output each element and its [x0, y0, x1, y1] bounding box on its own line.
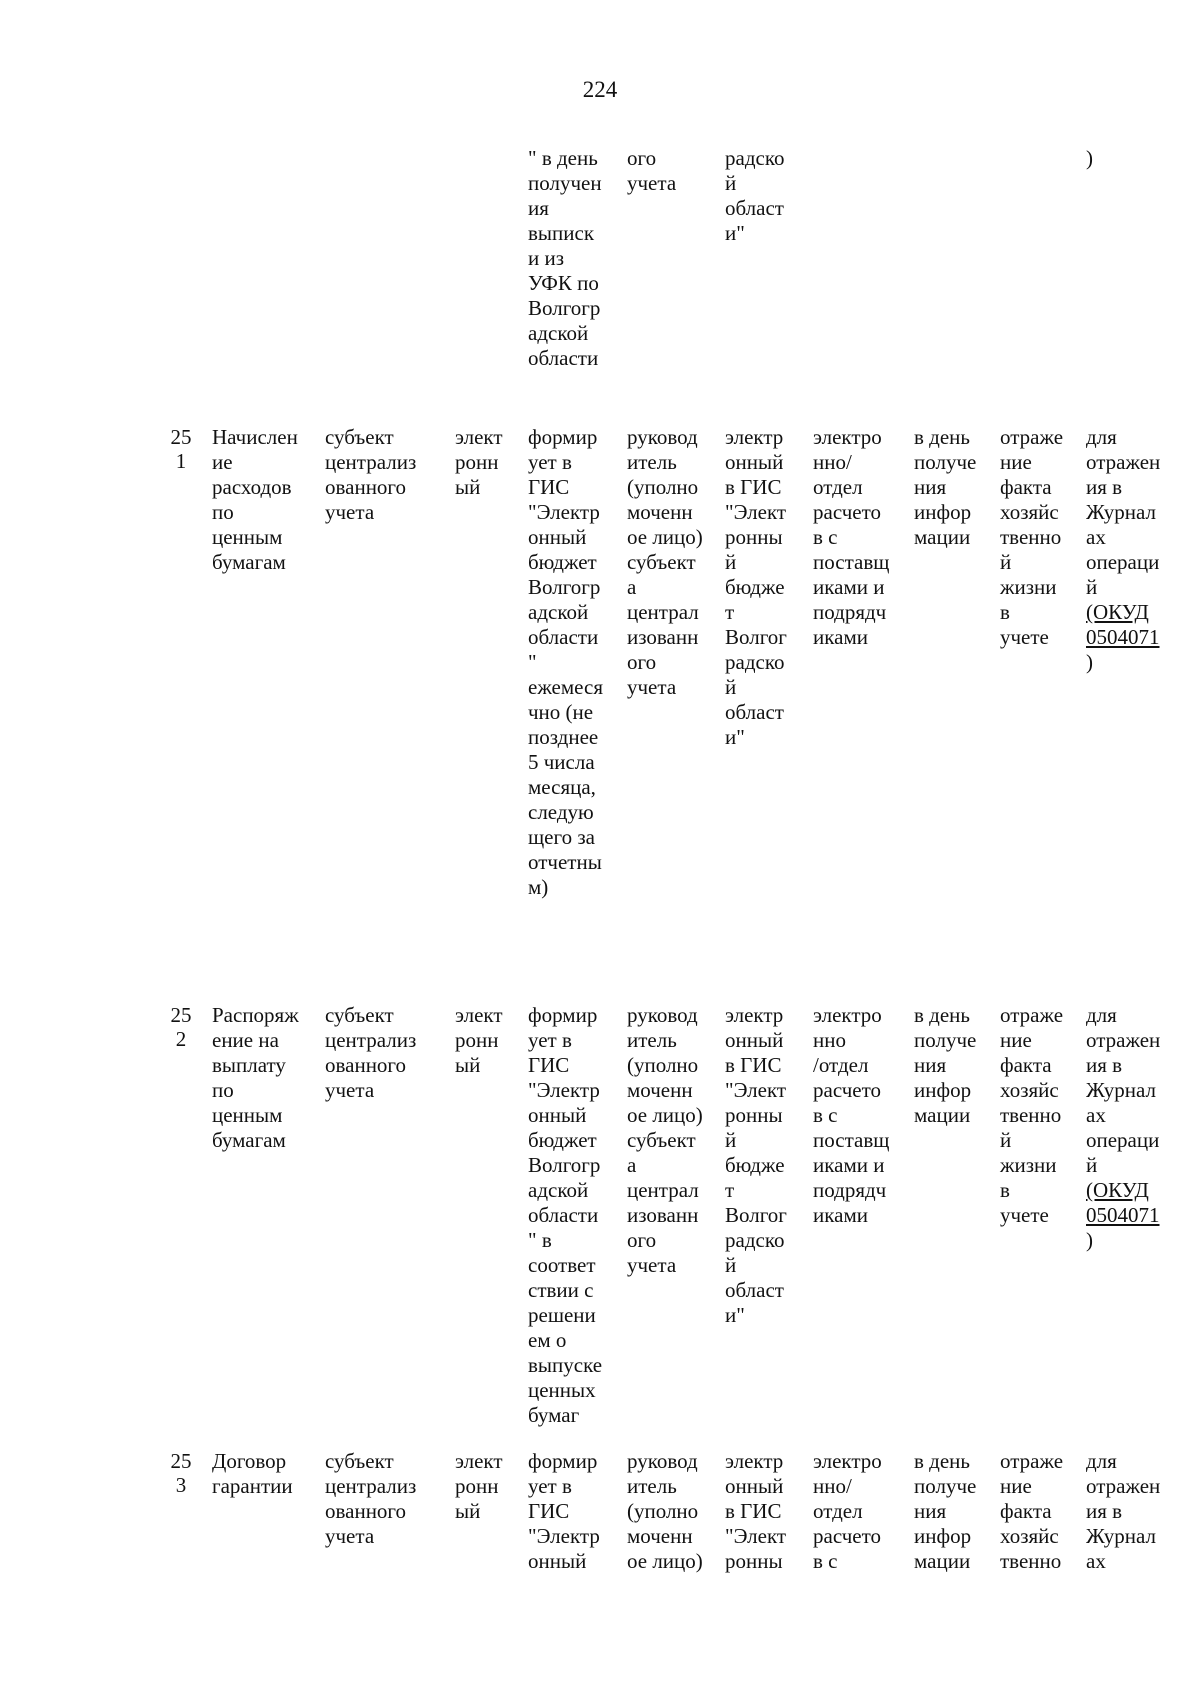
register-line: й	[1086, 1153, 1098, 1177]
cell-name: Договор гарантии	[212, 1449, 293, 1498]
cell-register: )	[1086, 146, 1093, 170]
cell-name: Распоряж ение на выплату по ценным бумагам	[212, 1003, 299, 1152]
register-line: й	[1086, 575, 1098, 599]
cell-form: элект ронн ый	[455, 425, 503, 499]
register-line: операци	[1086, 1128, 1160, 1152]
cell-deadline: в день получе ния инфор мации	[914, 425, 977, 549]
register-line: Журнал	[1086, 500, 1157, 524]
cell-name: Начислен ие расходов по ценным бумагам	[212, 425, 298, 574]
cell-deadline: в день получе ния инфор мации	[914, 1449, 977, 1573]
cell-register	[1086, 425, 1181, 675]
register-line: 0504071	[1086, 625, 1160, 649]
cell-deadline: в день получе ния инфор мации	[914, 1003, 977, 1127]
cell-responsible: руковод итель (уполно моченн ое лицо) субъект а централ изованн ого учета	[627, 425, 703, 699]
cell-register: для отражен ия в Журнал ах	[1086, 1449, 1161, 1573]
cell-transfer-form: электр онный в ГИС "Элект ронны й бюдже т Волгог радско й област и"	[725, 425, 787, 749]
register-line: )	[1086, 1228, 1093, 1252]
register-line: Журнал	[1086, 1078, 1157, 1102]
register-line: для	[1086, 1003, 1117, 1027]
cell-number: 25 2	[170, 1003, 192, 1051]
cell-transfer-form: радско й област и"	[725, 146, 785, 245]
cell-form: элект ронн ый	[455, 1003, 503, 1077]
cell-source: субъект централиз ованного учета	[325, 425, 417, 524]
cell-procedure: формир ует в ГИС "Электр онный бюджет Волгогр адской области " в соответ ствии с решени ем о выпуске ценных бумаг	[528, 1003, 603, 1427]
register-line: отражен	[1086, 1028, 1161, 1052]
register-line: (ОКУД	[1086, 1178, 1149, 1202]
cell-recipient: электро нно /отдел расчето в с поставщ иками и подрядч иками	[813, 1003, 890, 1227]
cell-procedure: " в день получен ия выписк и из УФК по Волгогр адской области	[528, 146, 602, 370]
cell-source: субъект централиз ованного учета	[325, 1003, 417, 1102]
register-line: операци	[1086, 550, 1160, 574]
cell-purpose: отраже ние факта хозяйс твенно	[1000, 1449, 1064, 1573]
register-line: )	[1086, 650, 1093, 674]
cell-transfer-form: электр онный в ГИС "Элект ронны й бюдже т Волгог радско й област и"	[725, 1003, 787, 1327]
cell-purpose: отраже ние факта хозяйс твенно й жизни в учете	[1000, 425, 1064, 649]
cell-recipient: электро нно/ отдел расчето в с	[813, 1449, 882, 1573]
cell-transfer-form: электр онный в ГИС "Элект ронны	[725, 1449, 787, 1573]
cell-number: 25 1	[170, 425, 192, 473]
register-line: отражен	[1086, 450, 1161, 474]
cell-number: 25 3	[170, 1449, 192, 1497]
page-number: 224	[582, 77, 618, 102]
cell-responsible: руковод итель (уполно моченн ое лицо)	[627, 1449, 703, 1573]
register-line: 0504071	[1086, 1203, 1160, 1227]
cell-recipient: электро нно/ отдел расчето в с поставщ иками и подрядч иками	[813, 425, 890, 649]
cell-register	[1086, 1003, 1181, 1253]
cell-procedure: формир ует в ГИС "Электр онный	[528, 1449, 600, 1573]
register-line: ах	[1086, 1103, 1106, 1127]
cell-responsible: руковод итель (уполно моченн ое лицо) субъект а централ изованн ого учета	[627, 1003, 703, 1277]
register-line: ия в	[1086, 1053, 1123, 1077]
register-line: ия в	[1086, 475, 1123, 499]
register-line: для	[1086, 425, 1117, 449]
cell-procedure: формир ует в ГИС "Электр онный бюджет Волгогр адской области " ежемеся чно (не позднее 5 числа месяца, следую щего за отчетны м)	[528, 425, 603, 899]
cell-form: элект ронн ый	[455, 1449, 503, 1523]
cell-purpose: отраже ние факта хозяйс твенно й жизни в учете	[1000, 1003, 1064, 1227]
cell-responsible: ого учета	[627, 146, 677, 195]
register-line: ах	[1086, 525, 1106, 549]
register-line: (ОКУД	[1086, 600, 1149, 624]
cell-source: субъект централиз ованного учета	[325, 1449, 417, 1548]
